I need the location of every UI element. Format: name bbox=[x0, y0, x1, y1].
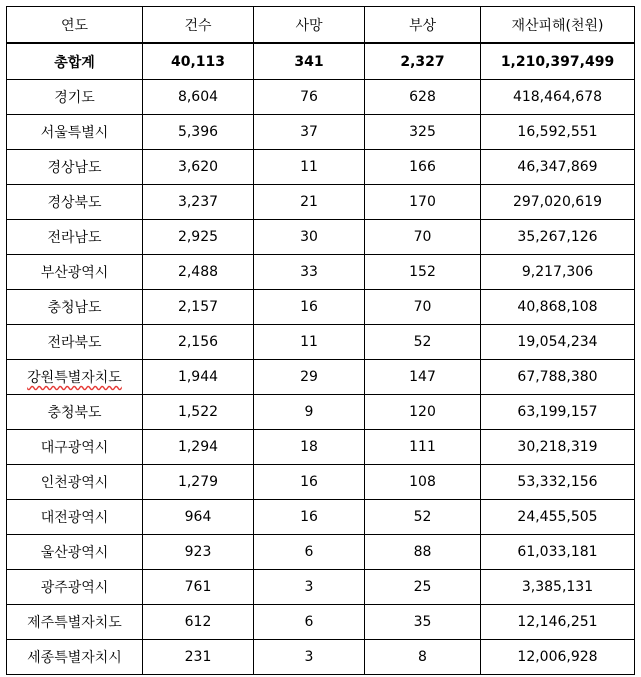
count-cell: 964 bbox=[143, 500, 254, 535]
total-deaths: 341 bbox=[254, 43, 365, 80]
deaths-cell: 11 bbox=[254, 325, 365, 360]
damage-cell: 3,385,131 bbox=[481, 570, 635, 605]
table-row bbox=[7, 115, 635, 150]
deaths-cell: 29 bbox=[254, 360, 365, 395]
count-cell: 923 bbox=[143, 535, 254, 570]
damage-cell: 297,020,619 bbox=[481, 185, 635, 220]
region-cell: 서울특별시 bbox=[7, 115, 143, 150]
injuries-cell: 52 bbox=[365, 500, 481, 535]
table-row bbox=[7, 640, 635, 675]
injuries-cell: 628 bbox=[365, 80, 481, 115]
injuries-cell: 170 bbox=[365, 185, 481, 220]
total-label: 총합계 bbox=[7, 43, 143, 80]
injuries-cell: 147 bbox=[365, 360, 481, 395]
table-body bbox=[7, 43, 635, 675]
count-cell: 231 bbox=[143, 640, 254, 675]
injuries-cell: 70 bbox=[365, 290, 481, 325]
deaths-cell: 3 bbox=[254, 570, 365, 605]
damage-cell: 30,218,319 bbox=[481, 430, 635, 465]
damage-cell: 12,006,928 bbox=[481, 640, 635, 675]
count-cell: 3,620 bbox=[143, 150, 254, 185]
region-cell: 전라남도 bbox=[7, 220, 143, 255]
total-property-damage: 1,210,397,499 bbox=[481, 43, 635, 80]
total-row bbox=[7, 43, 635, 80]
total-injuries: 2,327 bbox=[365, 43, 481, 80]
spellcheck-flagged-text: 강원특별자치도 bbox=[27, 370, 122, 386]
count-cell: 5,396 bbox=[143, 115, 254, 150]
region-cell: 울산광역시 bbox=[7, 535, 143, 570]
deaths-cell: 33 bbox=[254, 255, 365, 290]
table-row bbox=[7, 80, 635, 115]
injuries-cell: 108 bbox=[365, 465, 481, 500]
count-cell: 3,237 bbox=[143, 185, 254, 220]
region-cell: 세종특별자치시 bbox=[7, 640, 143, 675]
count-cell: 1,294 bbox=[143, 430, 254, 465]
damage-cell: 19,054,234 bbox=[481, 325, 635, 360]
deaths-cell: 76 bbox=[254, 80, 365, 115]
region-cell: 경기도 bbox=[7, 80, 143, 115]
column-header-property-damage: 재산피해(천원) bbox=[481, 7, 635, 44]
damage-cell: 9,217,306 bbox=[481, 255, 635, 290]
table-row bbox=[7, 430, 635, 465]
count-cell: 2,156 bbox=[143, 325, 254, 360]
injuries-cell: 52 bbox=[365, 325, 481, 360]
damage-cell: 40,868,108 bbox=[481, 290, 635, 325]
region-cell: 충청남도 bbox=[7, 290, 143, 325]
table-row bbox=[7, 395, 635, 430]
count-cell: 1,944 bbox=[143, 360, 254, 395]
damage-cell: 35,267,126 bbox=[481, 220, 635, 255]
table-row bbox=[7, 570, 635, 605]
injuries-cell: 111 bbox=[365, 430, 481, 465]
injuries-cell: 25 bbox=[365, 570, 481, 605]
region-cell: 광주광역시 bbox=[7, 570, 143, 605]
deaths-cell: 9 bbox=[254, 395, 365, 430]
table-row bbox=[7, 290, 635, 325]
region-cell: 제주특별자치도 bbox=[7, 605, 143, 640]
region-cell: 인천광역시 bbox=[7, 465, 143, 500]
column-header-region: 연도 bbox=[7, 7, 143, 44]
region-cell: 경상북도 bbox=[7, 185, 143, 220]
injuries-cell: 70 bbox=[365, 220, 481, 255]
table-header bbox=[7, 7, 635, 44]
injuries-cell: 325 bbox=[365, 115, 481, 150]
count-cell: 1,279 bbox=[143, 465, 254, 500]
damage-cell: 46,347,869 bbox=[481, 150, 635, 185]
total-count: 40,113 bbox=[143, 43, 254, 80]
count-cell: 2,925 bbox=[143, 220, 254, 255]
deaths-cell: 16 bbox=[254, 465, 365, 500]
table-row bbox=[7, 150, 635, 185]
region-cell: 대전광역시 bbox=[7, 500, 143, 535]
column-header-count: 건수 bbox=[143, 7, 254, 44]
deaths-cell: 6 bbox=[254, 535, 365, 570]
deaths-cell: 37 bbox=[254, 115, 365, 150]
region-cell: 부산광역시 bbox=[7, 255, 143, 290]
injuries-cell: 166 bbox=[365, 150, 481, 185]
deaths-cell: 16 bbox=[254, 290, 365, 325]
count-cell: 1,522 bbox=[143, 395, 254, 430]
injuries-cell: 88 bbox=[365, 535, 481, 570]
header-row bbox=[7, 7, 635, 44]
damage-cell: 24,455,505 bbox=[481, 500, 635, 535]
region-cell: 대구광역시 bbox=[7, 430, 143, 465]
table-row bbox=[7, 535, 635, 570]
deaths-cell: 3 bbox=[254, 640, 365, 675]
region-cell: 전라북도 bbox=[7, 325, 143, 360]
deaths-cell: 16 bbox=[254, 500, 365, 535]
damage-cell: 12,146,251 bbox=[481, 605, 635, 640]
table-row bbox=[7, 325, 635, 360]
count-cell: 761 bbox=[143, 570, 254, 605]
column-header-deaths: 사망 bbox=[254, 7, 365, 44]
deaths-cell: 21 bbox=[254, 185, 365, 220]
column-header-injuries: 부상 bbox=[365, 7, 481, 44]
deaths-cell: 30 bbox=[254, 220, 365, 255]
region-cell bbox=[7, 360, 143, 395]
fire-statistics-table bbox=[6, 6, 635, 675]
injuries-cell: 120 bbox=[365, 395, 481, 430]
damage-cell: 418,464,678 bbox=[481, 80, 635, 115]
table-row bbox=[7, 500, 635, 535]
damage-cell: 16,592,551 bbox=[481, 115, 635, 150]
table-row bbox=[7, 185, 635, 220]
injuries-cell: 35 bbox=[365, 605, 481, 640]
table-row bbox=[7, 465, 635, 500]
damage-cell: 67,788,380 bbox=[481, 360, 635, 395]
deaths-cell: 18 bbox=[254, 430, 365, 465]
damage-cell: 63,199,157 bbox=[481, 395, 635, 430]
region-cell: 충청북도 bbox=[7, 395, 143, 430]
deaths-cell: 6 bbox=[254, 605, 365, 640]
damage-cell: 53,332,156 bbox=[481, 465, 635, 500]
injuries-cell: 8 bbox=[365, 640, 481, 675]
region-cell: 경상남도 bbox=[7, 150, 143, 185]
table-row bbox=[7, 360, 635, 395]
table-row bbox=[7, 605, 635, 640]
table-row bbox=[7, 255, 635, 290]
count-cell: 8,604 bbox=[143, 80, 254, 115]
deaths-cell: 11 bbox=[254, 150, 365, 185]
table-row bbox=[7, 220, 635, 255]
count-cell: 2,157 bbox=[143, 290, 254, 325]
injuries-cell: 152 bbox=[365, 255, 481, 290]
damage-cell: 61,033,181 bbox=[481, 535, 635, 570]
count-cell: 2,488 bbox=[143, 255, 254, 290]
count-cell: 612 bbox=[143, 605, 254, 640]
